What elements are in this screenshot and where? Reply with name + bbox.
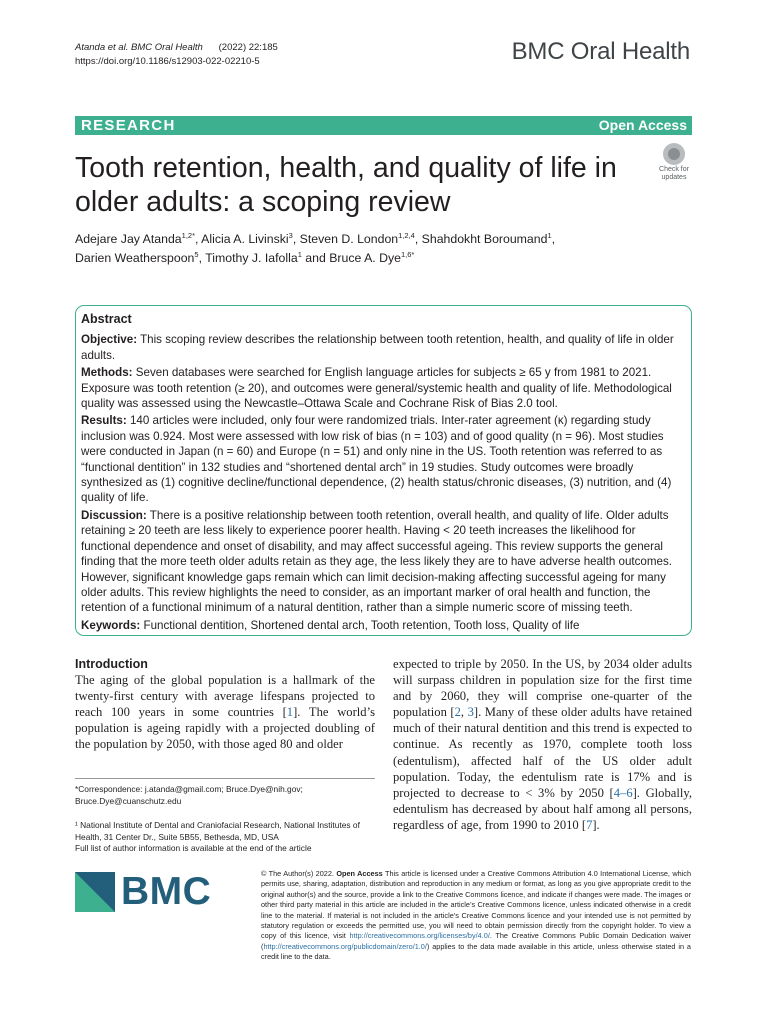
objective-label: Objective: (81, 333, 138, 347)
abstract-methods (81, 365, 685, 411)
journal-name: BMC Oral Health (511, 38, 690, 65)
footnotes (75, 784, 375, 855)
methods-label: Methods: (81, 366, 133, 380)
author-affiliation: 1 (297, 249, 302, 259)
abstract (81, 312, 685, 635)
citation-header (75, 41, 278, 68)
citation-ref[interactable]: 2 (454, 705, 461, 720)
introduction-heading: Introduction (75, 657, 148, 671)
body-column-right (393, 656, 692, 833)
results-text: 140 articles were included, only four were randomized trials. Inter-rater agreement (κ) regarding study inclusion was 0.924. Most were assessed with low risk of bias (n = 103) and of good quality (n = 96). Most studies were conducted in Japan (n = 60) and Europe (n = 51) and only nine in the US. Tooth retention was referred to as “functional dentition” in 132 studies and “shortened dental arch” in 19 studies. Study outcomes were broadly synthesized as (1) cognitive decline/functional dependence, (2) health status/chronic diseases, (3) nutrition, and (4) quality of life. (81, 414, 672, 505)
section-label: RESEARCH (81, 117, 176, 134)
license-text: © The Author(s) 2022. Open Access This article is licensed under a Creative Commons Attribution 4.0 International License, which permits use, sharing, adaptation, distribution and reproduction in any medium or format, as long as you give appropriate credit to the original author(s) and the source, provide a link to the Creative Commons licence, and indicate if changes were made. The images or other third party material in this article are included in the article’s Creative Commons licence, unless indicated otherwise in a credit line to the material. If material is not included in the article’s Creative Commons licence and your intended use is not permitted by statutory regulation or exceeds the permitted use, you will need to obtain permission directly from the copyright holder. To view a copy of this licence, visit http://creativecommons.org/licenses/by/4.0/. The Creative Commons Public Domain Dedication waiver (http://creativecommons.org/publicdomain/zero/1.0/) applies to the data made available in this article, unless otherwise stated in a credit line to the data. (261, 869, 692, 962)
author-name[interactable]: Bruce A. Dye (329, 251, 401, 265)
intro-paragraph-2: expected to triple by 2050. In the US, by 2034 older adults will surpass children in population size for the first time and by 2060, they will comprise one-quarter of the population [2, 3]. Many of these older adults have retained much of their natural dentition and this trend is expected to continue. As recently as 1970, complete tooth loss (edentulism), affected half of the US older adult population. Today, the edentulism rate is 17% and is projected to decrease to < 3% by 2050 [4–6]. Globally, edentulism has decreased by about half among all persons, regardless of age, from 1990 to 2010 [7]. (393, 657, 693, 832)
abstract-discussion (81, 508, 685, 616)
license-open-access: Open Access (336, 869, 383, 878)
license-link[interactable]: http://creativecommons.org/licenses/by/4.0/ (349, 931, 490, 941)
author-name[interactable]: Shahdokht Boroumand (421, 232, 548, 246)
abstract-keywords (81, 618, 685, 633)
intro-paragraph-1: The aging of the global population is a hallmark of the twenty-first century with average lifespans projected to reach 100 years in some countries [1]. The world’s population is ageing rapidly with a projected doubling of the population by 2050, with those aged 80 and older (75, 673, 375, 752)
abstract-heading: Abstract (81, 312, 132, 326)
article-title: Tooth retention, health, and quality of life in older adults: a scoping review (75, 152, 617, 218)
bmc-logo-mark-icon (75, 872, 115, 912)
open-access-label: Open Access (598, 117, 687, 133)
abstract-objective (81, 332, 685, 363)
author-name[interactable]: Darien Weatherspoon (75, 251, 195, 265)
methods-text: Seven databases were searched for English language articles for subjects ≥ 65 y from 1981 to 2021. Exposure was tooth retention (≥ 20), and outcomes were general/systemic health and quality of life. Methodological quality was assessed using the Newcastle–Ottawa Scale and Cochrane Risk of Bias 2.0 tool. (81, 366, 672, 411)
body-column-left (75, 656, 375, 752)
results-label: Results: (81, 414, 127, 428)
author-list: Adejare Jay Atanda$^{1,2*}$, Alicia A. Livinski$^3$, Steven D. London$^{1,2,4}$, Shahdokht Boroumand$^1$, Darien Weatherspoon$^5$, Timothy J. Iafolla$^1$ and Bruce A. Dye$^{1,6*}$ (75, 230, 556, 265)
footnote-divider (75, 778, 375, 779)
author-affiliation: 1,6* (401, 249, 415, 259)
keywords-label: Keywords: (81, 618, 141, 632)
updates-icon (663, 143, 685, 165)
author-affiliation: 1 (547, 230, 552, 240)
doi-link[interactable]: https://doi.org/10.1186/s12903-022-02210-5 (75, 55, 260, 67)
public-domain-link[interactable]: http://creativecommons.org/publicdomain/zero/1.0/ (263, 941, 427, 951)
correspondence-note: *Correspondence: j.atanda@gmail.com; Bruce.Dye@nih.gov; Bruce.Dye@cuanschutz.edu (75, 784, 303, 806)
citation-ref[interactable]: 7 (586, 817, 593, 832)
bmc-logo-text: BMC (121, 870, 212, 913)
author-name[interactable]: Steven D. London (299, 232, 399, 246)
author-affiliation: 1,2* (181, 230, 196, 240)
updates-badge-line1: Check for (659, 166, 689, 173)
abstract-results (81, 413, 685, 505)
discussion-label: Discussion: (81, 508, 147, 522)
author-info-note: Full list of author information is available at the end of the article (75, 843, 312, 853)
author-name[interactable]: Adejare Jay Atanda (75, 232, 182, 246)
citation-ref[interactable]: 3 (467, 705, 474, 720)
citation-authors: Atanda et al. BMC Oral Health (75, 42, 203, 53)
author-name[interactable]: Timothy J. Iafolla (205, 251, 298, 265)
affiliation-note: ¹ National Institute of Dental and Craniofacial Research, National Institutes of Health, 31 Center Dr., Suite 5B55, Bethesda, MD, USA (75, 820, 360, 842)
citation-year: (2022) 22:185 (218, 42, 278, 53)
keywords-text: Functional dentition, Shortened dental arch, Tooth retention, Tooth loss, Quality of life (143, 618, 580, 632)
author-name[interactable]: Alicia A. Livinski (201, 232, 289, 246)
citation-ref[interactable]: 1 (286, 705, 294, 720)
bmc-logo (75, 872, 215, 914)
discussion-text: There is a positive relationship between tooth retention, overall health, and quality of life. Older adults retaining ≥ 20 teeth are less likely to experience poorer health. Having < 20 teeth increases the likelihood for functional dependence and onset of disability, and may affect successful ageing. This review supports the general finding that the more teeth older adults retain as they age, the less likely they are to have adverse health outcomes. However, significant knowledge gaps remain which can limit decision-making affecting successful ageing for many older adults. This review highlights the need to consider, as an important marker of oral health and function, the retention of a functional minimum of a natural dentition, rather than a simple numeric score of missing teeth. (81, 508, 672, 615)
objective-text: This scoping review describes the relationship between tooth retention, health, and quality of life in older adults. (81, 333, 674, 362)
citation-ref[interactable]: 4–6 (613, 785, 633, 800)
author-affiliation: 3 (288, 230, 293, 240)
updates-badge-line2: updates (661, 174, 687, 181)
author-affiliation: 1,2,4 (398, 230, 415, 240)
author-affiliation: 5 (194, 249, 199, 259)
check-for-updates-badge[interactable] (656, 143, 692, 181)
